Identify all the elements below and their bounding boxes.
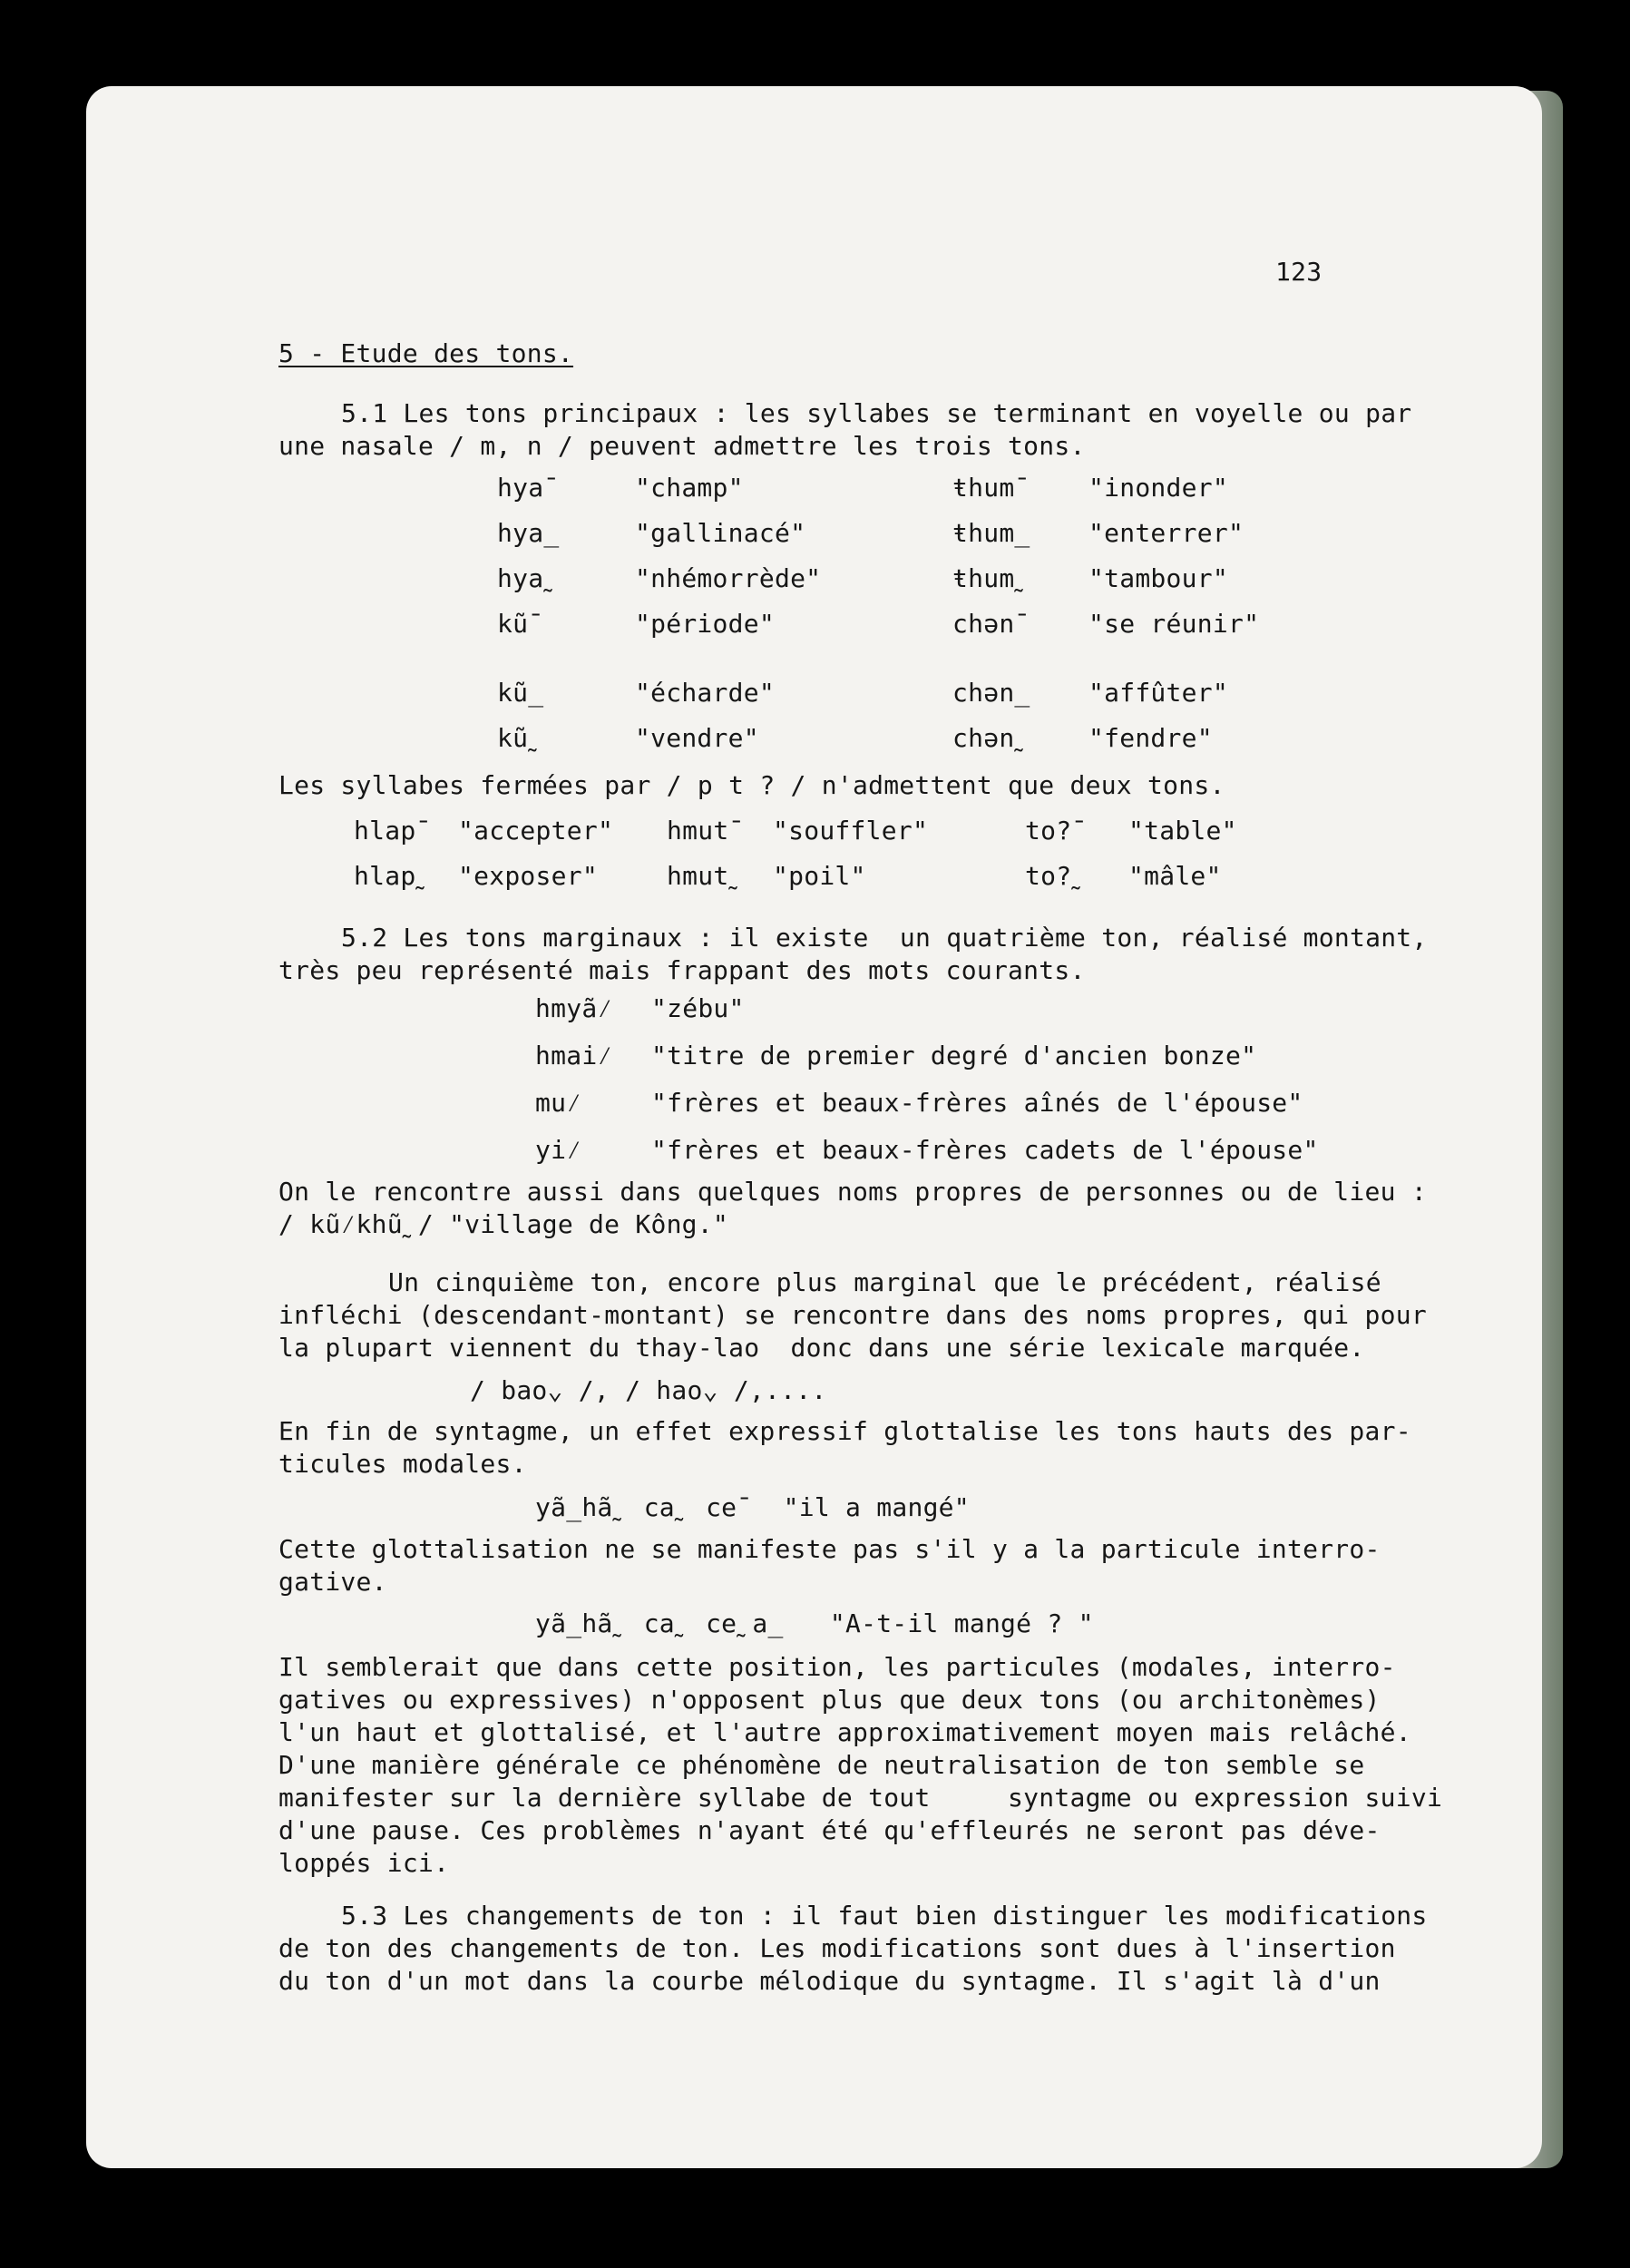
s53-line-3: du ton d'un mot dans la courbe mélodique du syntagme. Il s'agit là d'un (278, 1966, 1381, 1996)
example-gloss: "enterrer" (1088, 518, 1244, 548)
example-word: kũ˷ (497, 723, 544, 753)
example-gloss: "se réunir" (1088, 609, 1260, 639)
example-word: hya˷ (497, 563, 560, 593)
example-gloss: "tambour" (1088, 563, 1228, 593)
example-word: chən_ (952, 678, 1030, 708)
glottal-example-2: yã_hã˷ ca˷ ce˷a_ "A-t-il mangé ? " (535, 1608, 1094, 1638)
s52-line-1: 5.2 Les tons marginaux : il existe un quatrième ton, réalisé montant, (341, 923, 1428, 953)
closed-example-word: hmut¯ (667, 816, 745, 846)
example-gloss: "inonder" (1088, 473, 1228, 503)
example-gloss: "fendre" (1088, 723, 1213, 753)
example-word: ŧhum¯ (952, 473, 1030, 503)
closed-example-word: hmut˷ (667, 861, 745, 891)
s53-line-2: de ton des changements de ton. Les modifications sont dues à l'insertion (278, 1933, 1396, 1963)
closed-example-gloss: "mâle" (1128, 861, 1222, 891)
example-gloss: "affûter" (1088, 678, 1228, 708)
glottal-line-1: En fin de syntagme, un effet expressif glottalise les tons hauts des par- (278, 1416, 1411, 1446)
closed-example-word: hlap¯ (354, 816, 432, 846)
closed-example-word: to?˷ (1025, 861, 1088, 891)
glottal-line-4: gative. (278, 1567, 387, 1597)
example-gloss: "écharde" (635, 678, 775, 708)
closed-example-word: hlap˷ (354, 861, 432, 891)
closed-syllables-line: Les syllabes fermées par / p t ? / n'admettent que deux tons. (278, 770, 1225, 800)
marginal-word: mu⁄ (535, 1088, 582, 1118)
s52-line-2: très peu représenté mais frappant des mots courants. (278, 955, 1086, 985)
closed-example-gloss: "poil" (773, 861, 866, 891)
example-word: kũ¯ (497, 609, 544, 639)
marginal-gloss: "frères et beaux-frères cadets de l'épouse" (651, 1135, 1319, 1165)
fifth-tone-example: / bao⌄ /, / hao⌄ /,.... (470, 1375, 827, 1405)
example-gloss: "période" (635, 609, 775, 639)
example-word: ŧhum˷ (952, 563, 1030, 593)
fifth-tone-line-1: Un cinquième ton, encore plus marginal que le précédent, réalisé (388, 1267, 1381, 1297)
paragraph-line: gatives ou expressives) n'opposent plus que deux tons (ou architonèmes) (278, 1685, 1381, 1715)
example-word: chən˷ (952, 723, 1030, 753)
fifth-tone-line-2: infléchi (descendant-montant) se rencontre dans des noms propres, qui pour (278, 1300, 1427, 1330)
paragraph-line: d'une pause. Ces problèmes n'ayant été qu'effleurés ne seront pas déve- (278, 1815, 1381, 1845)
example-gloss: "nhémorrède" (635, 563, 822, 593)
marginal-word: hmyã⁄ (535, 993, 613, 1023)
closed-example-gloss: "accepter" (458, 816, 614, 846)
paragraph-line: loppés ici. (278, 1848, 450, 1878)
s53-line-1: 5.3 Les changements de ton : il faut bien distinguer les modifications (341, 1901, 1428, 1931)
paragraph-line: D'une manière générale ce phénomène de neutralisation de ton semble se (278, 1750, 1365, 1780)
marginal-word: yi⁄ (535, 1135, 582, 1165)
closed-example-gloss: "souffler" (773, 816, 929, 846)
closed-example-gloss: "table" (1128, 816, 1237, 846)
closed-example-word: to?¯ (1025, 816, 1088, 846)
glottal-line-2: ticules modales. (278, 1449, 527, 1479)
marginal-gloss: "zébu" (651, 993, 745, 1023)
proper-names-line-2: / kũ⁄khũ˷/ "village de Kông." (278, 1209, 729, 1239)
closed-example-gloss: "exposer" (458, 861, 598, 891)
paragraph-line: Il semblerait que dans cette position, les particules (modales, interro- (278, 1652, 1396, 1682)
paragraph-line: l'un haut et glottalisé, et l'autre approximativement moyen mais relâché. (278, 1717, 1411, 1747)
example-gloss: "gallinacé" (635, 518, 806, 548)
example-gloss: "champ" (635, 473, 744, 503)
s51-line-2: une nasale / m, n / peuvent admettre les trois tons. (278, 431, 1086, 461)
fifth-tone-line-3: la plupart viennent du thay-lao donc dans une série lexicale marquée. (278, 1333, 1365, 1363)
marginal-gloss: "titre de premier degré d'ancien bonze" (651, 1041, 1257, 1070)
page-number: 123 (1275, 257, 1323, 287)
example-word: hya_ (497, 518, 560, 548)
example-word: chən¯ (952, 609, 1030, 639)
example-gloss: "vendre" (635, 723, 759, 753)
glottal-example-1: yã_hã˷ ca˷ ce¯ "il a mangé" (535, 1492, 970, 1522)
section-heading: 5 - Etude des tons. (278, 338, 574, 368)
paragraph-line: manifester sur la dernière syllabe de tout syntagme ou expression suivi (278, 1783, 1443, 1813)
glottal-line-3: Cette glottalisation ne se manifeste pas s'il y a la particule interro- (278, 1534, 1381, 1564)
marginal-gloss: "frères et beaux-frères aînés de l'épouse" (651, 1088, 1303, 1118)
marginal-word: hmai⁄ (535, 1041, 613, 1070)
example-word: hya¯ (497, 473, 560, 503)
example-word: ŧhum_ (952, 518, 1030, 548)
s51-line-1: 5.1 Les tons principaux : les syllabes se terminant en voyelle ou par (341, 398, 1412, 428)
example-word: kũ_ (497, 678, 544, 708)
proper-names-line-1: On le rencontre aussi dans quelques noms propres de personnes ou de lieu : (278, 1177, 1427, 1207)
